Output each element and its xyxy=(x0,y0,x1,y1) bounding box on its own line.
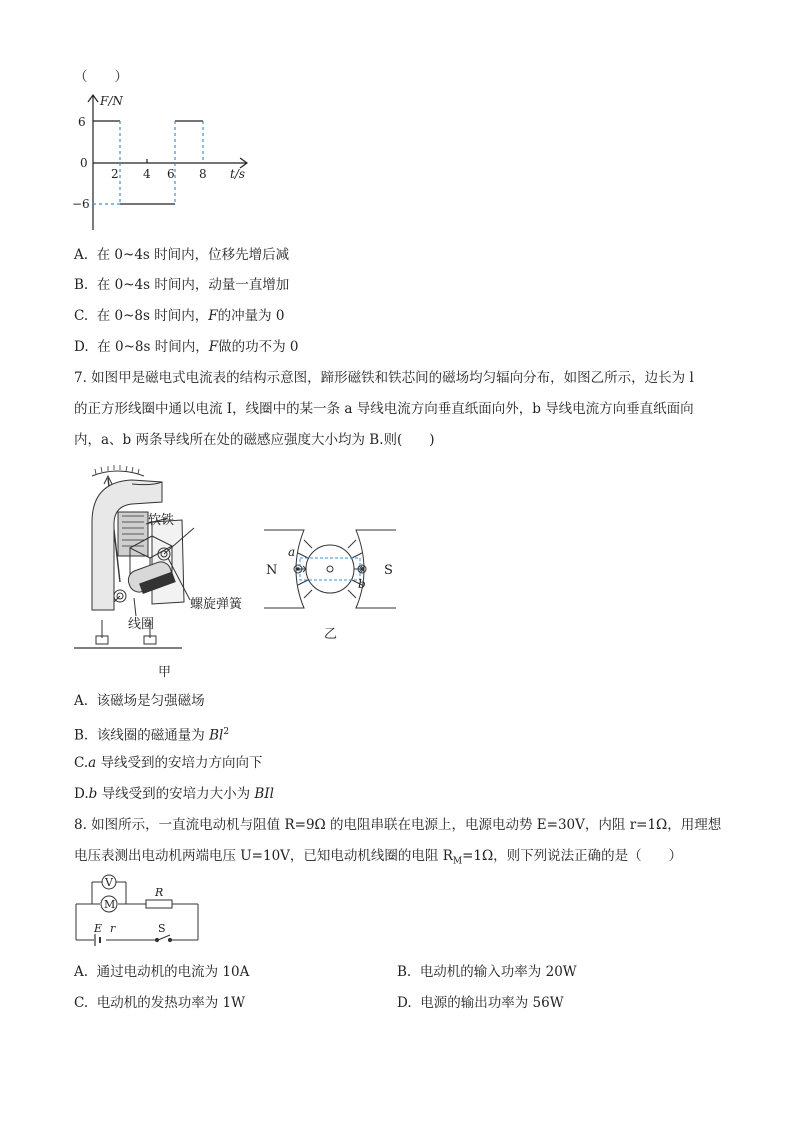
graph-y-tick-6: 6 xyxy=(78,115,86,129)
label-n-pole: N xyxy=(266,563,278,578)
q7-stem-line1: 7. 如图甲是磁电式电流表的结构示意图，蹄形磁铁和铁芯间的磁场均匀辐向分布，如图乙所示，边长为 l xyxy=(74,370,694,386)
radial-field-figure xyxy=(260,520,400,644)
q7-stem-line2: 的正方形线圈中通以电流 I，线圈中的某一条 a 导线电流方向垂直纸面向外，b 导线电流方向垂直纸面向 xyxy=(74,401,694,417)
q7-option-b[interactable]: B. 该线圈的磁通量为 Bl$^2$ xyxy=(74,727,230,744)
q8-option-a[interactable]: A. 通过电动机的电流为 10A xyxy=(74,964,250,980)
graph-y-tick-neg6: −6 xyxy=(72,197,90,211)
resistor-label: R xyxy=(155,886,164,899)
q8-option-c[interactable]: C. 电动机的发热功率为 1W xyxy=(74,995,245,1011)
graph-y-tick-0: 0 xyxy=(80,156,88,170)
label-s-pole: S xyxy=(384,563,393,578)
label-b: b xyxy=(358,577,366,591)
label-spiral-spring: 螺旋弹簧 xyxy=(190,597,243,612)
graph-x-tick-6: 6 xyxy=(167,167,175,181)
circuit-diagram xyxy=(72,874,206,948)
q6-option-c[interactable]: C. 在 0~8s 时间内，F的冲量为 0 xyxy=(74,308,285,324)
fig-yi-caption: 乙 xyxy=(324,627,338,642)
label-coil: 线圈 xyxy=(128,617,155,632)
voltmeter-label: V xyxy=(105,876,113,889)
graph-x-tick-4: 4 xyxy=(143,167,151,181)
resistor-symbol xyxy=(146,900,172,908)
graph-x-label: t/s xyxy=(230,167,246,181)
q8-option-d[interactable]: D. 电源的输出功率为 56W xyxy=(397,995,564,1011)
q6-bracket: （ ） xyxy=(74,69,128,85)
q7-option-d[interactable]: D.b 导线受到的安培力大小为 BIl xyxy=(74,786,274,802)
galvanometer-figure xyxy=(72,462,282,682)
graph-x-tick-2: 2 xyxy=(111,167,119,181)
q8-stem-line2: 电压表测出电动机两端电压 U=10V，已知电动机线圈的电阻 $R_M=1\Omega$，则下列说法正确的是（ ） xyxy=(74,848,683,867)
fig-jia-caption: 甲 xyxy=(158,665,172,680)
q7-stem-line3: 内，a、b 两条导线所在处的磁感应强度大小均为 B.则( ) xyxy=(74,432,435,448)
label-a: a xyxy=(288,545,296,559)
q8-option-b[interactable]: B. 电动机的输入功率为 20W xyxy=(397,964,577,980)
q6-option-b[interactable]: B. 在 0~4s 时间内，动量一直增加 xyxy=(74,277,290,293)
force-time-graph xyxy=(70,92,260,242)
q8-stem-line1: 8. 如图所示，一直流电动机与阻值 R=9Ω 的电阻串联在电源上，电源电动势 E=30V，内阻 r=1Ω，用理想 xyxy=(74,817,722,833)
switch-label: S xyxy=(158,922,166,935)
graph-y-label: F/N xyxy=(100,94,123,108)
graph-x-tick-8: 8 xyxy=(199,167,207,181)
q7-option-a[interactable]: A. 该磁场是匀强磁场 xyxy=(74,693,205,709)
q6-option-d[interactable]: D. 在 0~8s 时间内，F做的功不为 0 xyxy=(74,339,299,355)
label-soft-iron: 软铁 xyxy=(148,513,175,528)
q7-option-c[interactable]: C.a 导线受到的安培力方向向下 xyxy=(74,755,263,771)
internal-r-label: r xyxy=(110,922,116,935)
emf-label: E xyxy=(94,922,103,935)
q6-option-a[interactable]: A. 在 0~4s 时间内，位移先增后减 xyxy=(74,247,290,263)
motor-label: M xyxy=(104,898,116,911)
